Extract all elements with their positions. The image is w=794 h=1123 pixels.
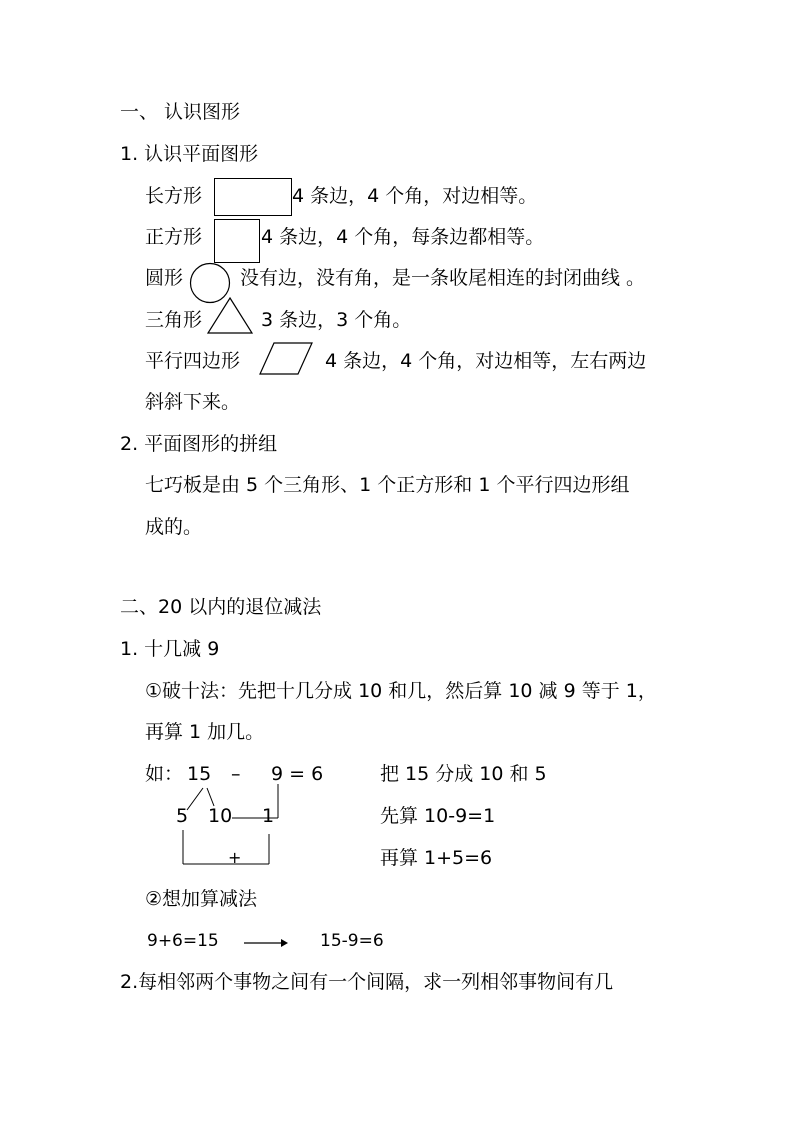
method2-sub: 15-9=6	[320, 931, 384, 951]
step-2: 先算 10-9=1	[380, 805, 496, 827]
square-desc: 4 条边，4 个角，每条边都相等。	[261, 226, 545, 248]
parallelogram-shape	[256, 341, 316, 377]
circle-label: 圆形	[145, 267, 184, 289]
square-shape	[214, 219, 260, 263]
tangram-line1: 七巧板是由 5 个三角形、1 个正方形和 1 个平行四边形组	[145, 474, 630, 496]
example-prefix: 如：	[145, 763, 184, 785]
example-one: 1	[262, 805, 275, 827]
example-plus: +	[228, 848, 242, 867]
step-3: 再算 1+5=6	[380, 847, 493, 869]
method2-add: 9+6=15	[147, 931, 219, 951]
section1-heading: 一、 认识图形	[120, 101, 241, 123]
section1-item1-title: 1. 认识平面图形	[120, 143, 259, 165]
section2-heading: 二、20 以内的退位减法	[120, 596, 322, 618]
step-1: 把 15 分成 10 和 5	[380, 763, 547, 785]
parallelogram-desc: 4 条边，4 个角，对边相等，左右两边	[325, 350, 647, 372]
example-minuend: 15	[187, 763, 212, 785]
example-rhs: 9 = 6	[271, 763, 324, 785]
method1-line1: ①破十法：先把十几分成 10 和几，然后算 10 减 9 等于 1，	[145, 680, 657, 702]
parallelogram-label: 平行四边形	[145, 350, 241, 372]
triangle-desc: 3 条边，3 个角。	[261, 309, 412, 331]
circle-desc: 没有边，没有角，是一条收尾相连的封闭曲线 。	[240, 267, 646, 289]
square-label: 正方形	[145, 226, 203, 248]
section2-item1-title: 1. 十几减 9	[120, 638, 220, 660]
parallelogram-desc-cont: 斜斜下来。	[145, 391, 241, 413]
section2-item2-title: 2.每相邻两个事物之间有一个间隔，求一列相邻事物间有几	[120, 971, 614, 993]
triangle-label: 三角形	[145, 309, 203, 331]
rectangle-shape	[214, 178, 292, 216]
example-five: 5	[176, 805, 189, 827]
example-minus: –	[231, 763, 241, 785]
method1-line2: 再算 1 加几。	[145, 721, 265, 743]
rectangle-desc: 4 条边，4 个角，对边相等。	[292, 185, 538, 207]
tangram-line2: 成的。	[145, 516, 203, 538]
example-ten: 10	[208, 805, 233, 827]
section1-item2-title: 2. 平面图形的拼组	[120, 433, 278, 455]
method2-title: ②想加算减法	[145, 888, 258, 910]
triangle-shape	[206, 296, 256, 336]
arrow-right-icon	[243, 936, 289, 950]
rectangle-label: 长方形	[145, 185, 203, 207]
